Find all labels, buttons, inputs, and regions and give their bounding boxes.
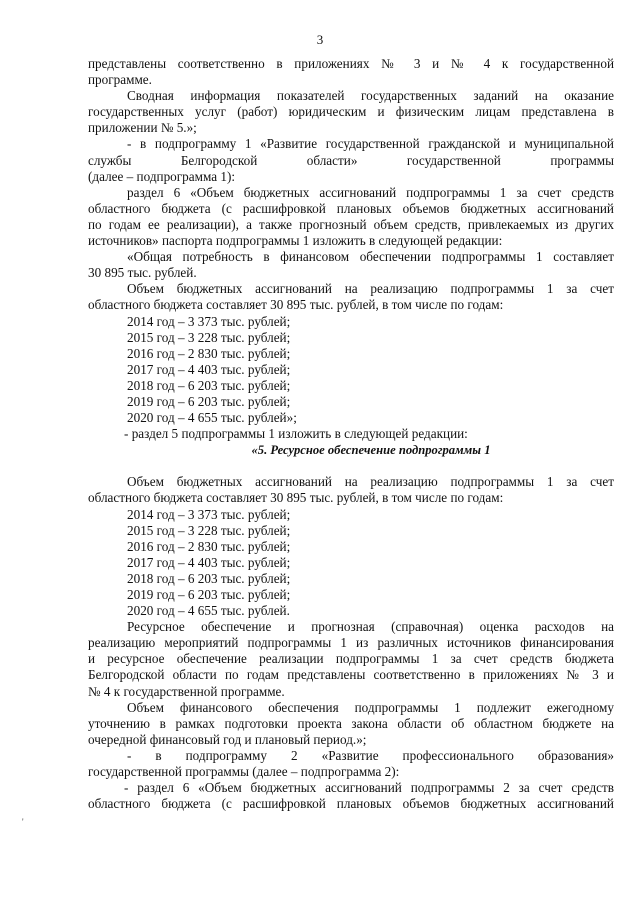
section-heading: «5. Ресурсное обеспечение подпрограммы 1 bbox=[251, 443, 491, 458]
blank-line bbox=[88, 458, 614, 474]
text-line: областного бюджета (с расшифровкой плановых объемов бюджетных ассигнований bbox=[88, 796, 614, 812]
year-line: 2017 год – 4 403 тыс. рублей; bbox=[127, 554, 291, 570]
text-line: уточнению в рамках подготовки проекта закона области об областном бюджете на bbox=[88, 715, 614, 731]
text-line: - раздел 6 «Объем бюджетных ассигнований подпрограммы 2 за счет средств bbox=[124, 780, 614, 796]
text-line: - в подпрограмму 2 «Развитие профессионального образования» bbox=[127, 747, 614, 763]
year-line: 2018 год – 6 203 тыс. рублей; bbox=[127, 377, 291, 393]
text-line: - раздел 5 подпрограммы 1 изложить в следующей редакции: bbox=[124, 426, 468, 442]
text-line: областного бюджета (с расшифровкой плановых объемов бюджетных ассигнований bbox=[88, 200, 614, 216]
text-line: государственной программы (далее – подпрограмма 2): bbox=[88, 764, 400, 780]
text-line: Сводная информация показателей государственных заданий на оказание bbox=[127, 88, 614, 104]
text-line: - в подпрограмму 1 «Развитие государственной гражданской и муниципальной bbox=[127, 136, 614, 152]
text-line: (далее – подпрограмма 1): bbox=[88, 168, 236, 184]
year-line: 2019 год – 6 203 тыс. рублей; bbox=[127, 587, 291, 602]
text-line: раздел 6 «Объем бюджетных ассигнований подпрограммы 1 за счет средств bbox=[127, 184, 614, 200]
text-line: «Общая потребность в финансовом обеспечении подпрограммы 1 составляет bbox=[127, 249, 614, 265]
text-line: № 4 к государственной программе. bbox=[88, 683, 285, 699]
text-line: Объем бюджетных ассигнований на реализацию подпрограммы 1 за счет bbox=[127, 281, 614, 297]
year-line: 2016 год – 2 830 тыс. рублей; bbox=[127, 538, 291, 554]
year-line: 2015 год – 3 228 тыс. рублей; bbox=[127, 522, 291, 538]
text-line: областного бюджета составляет 30 895 тыс. рублей, в том числе по годам: bbox=[88, 297, 504, 313]
text-line: приложении № 5.»; bbox=[88, 120, 197, 136]
year-line: 2020 год – 4 655 тыс. рублей»; bbox=[127, 410, 297, 426]
year-line: 2015 год – 3 228 тыс. рублей; bbox=[127, 329, 291, 345]
margin-mark: ' bbox=[22, 817, 24, 827]
text-line: очередной финансовый год и плановый период.»; bbox=[88, 731, 367, 747]
text-line: государственных услуг (работ) юридическим и физическим лицам представлена в bbox=[88, 104, 614, 120]
text-line: источников» паспорта подпрограммы 1 изложить в следующей редакции: bbox=[88, 233, 503, 249]
text-line: Объем бюджетных ассигнований на реализацию подпрограммы 1 за счет bbox=[127, 474, 614, 490]
text-line: Ресурсное обеспечение и прогнозная (справочная) оценка расходов на bbox=[127, 619, 614, 635]
year-line: 2020 год – 4 655 тыс. рублей. bbox=[127, 603, 290, 619]
text-line: программе. bbox=[88, 72, 152, 88]
text-line: представлены соответственно в приложениях № 3 и № 4 к государственной bbox=[88, 56, 614, 71]
document-body bbox=[88, 56, 614, 812]
year-line: 2017 год – 4 403 тыс. рублей; bbox=[127, 361, 291, 377]
text-line: Белгородской области по годам представлены соответственно в приложениях № 3 и bbox=[88, 667, 614, 683]
text-line: Объем финансового обеспечения подпрограммы 1 подлежит ежегодному bbox=[127, 699, 614, 715]
page-number: 3 bbox=[316, 32, 324, 47]
text-line: областного бюджета составляет 30 895 тыс. рублей, в том числе по годам: bbox=[88, 490, 504, 506]
year-line: 2014 год – 3 373 тыс. рублей; bbox=[127, 506, 291, 522]
text-line: службы Белгородской области» государственной программы bbox=[88, 152, 614, 168]
text-line: и ресурсное обеспечение реализации подпрограммы 1 за счет средств бюджета bbox=[88, 651, 614, 667]
year-line: 2018 год – 6 203 тыс. рублей; bbox=[127, 570, 291, 586]
text-line: реализацию мероприятий подпрограммы 1 из различных источников финансирования bbox=[88, 635, 614, 651]
year-line: 2016 год – 2 830 тыс. рублей; bbox=[127, 345, 291, 361]
text-line: 30 895 тыс. рублей. bbox=[88, 265, 197, 281]
text-line: по годам ее реализации), а также прогнозный объем средств, привлекаемых из других bbox=[88, 216, 614, 232]
year-line: 2019 год – 6 203 тыс. рублей; bbox=[127, 393, 291, 409]
year-line: 2014 год – 3 373 тыс. рублей; bbox=[127, 313, 291, 329]
